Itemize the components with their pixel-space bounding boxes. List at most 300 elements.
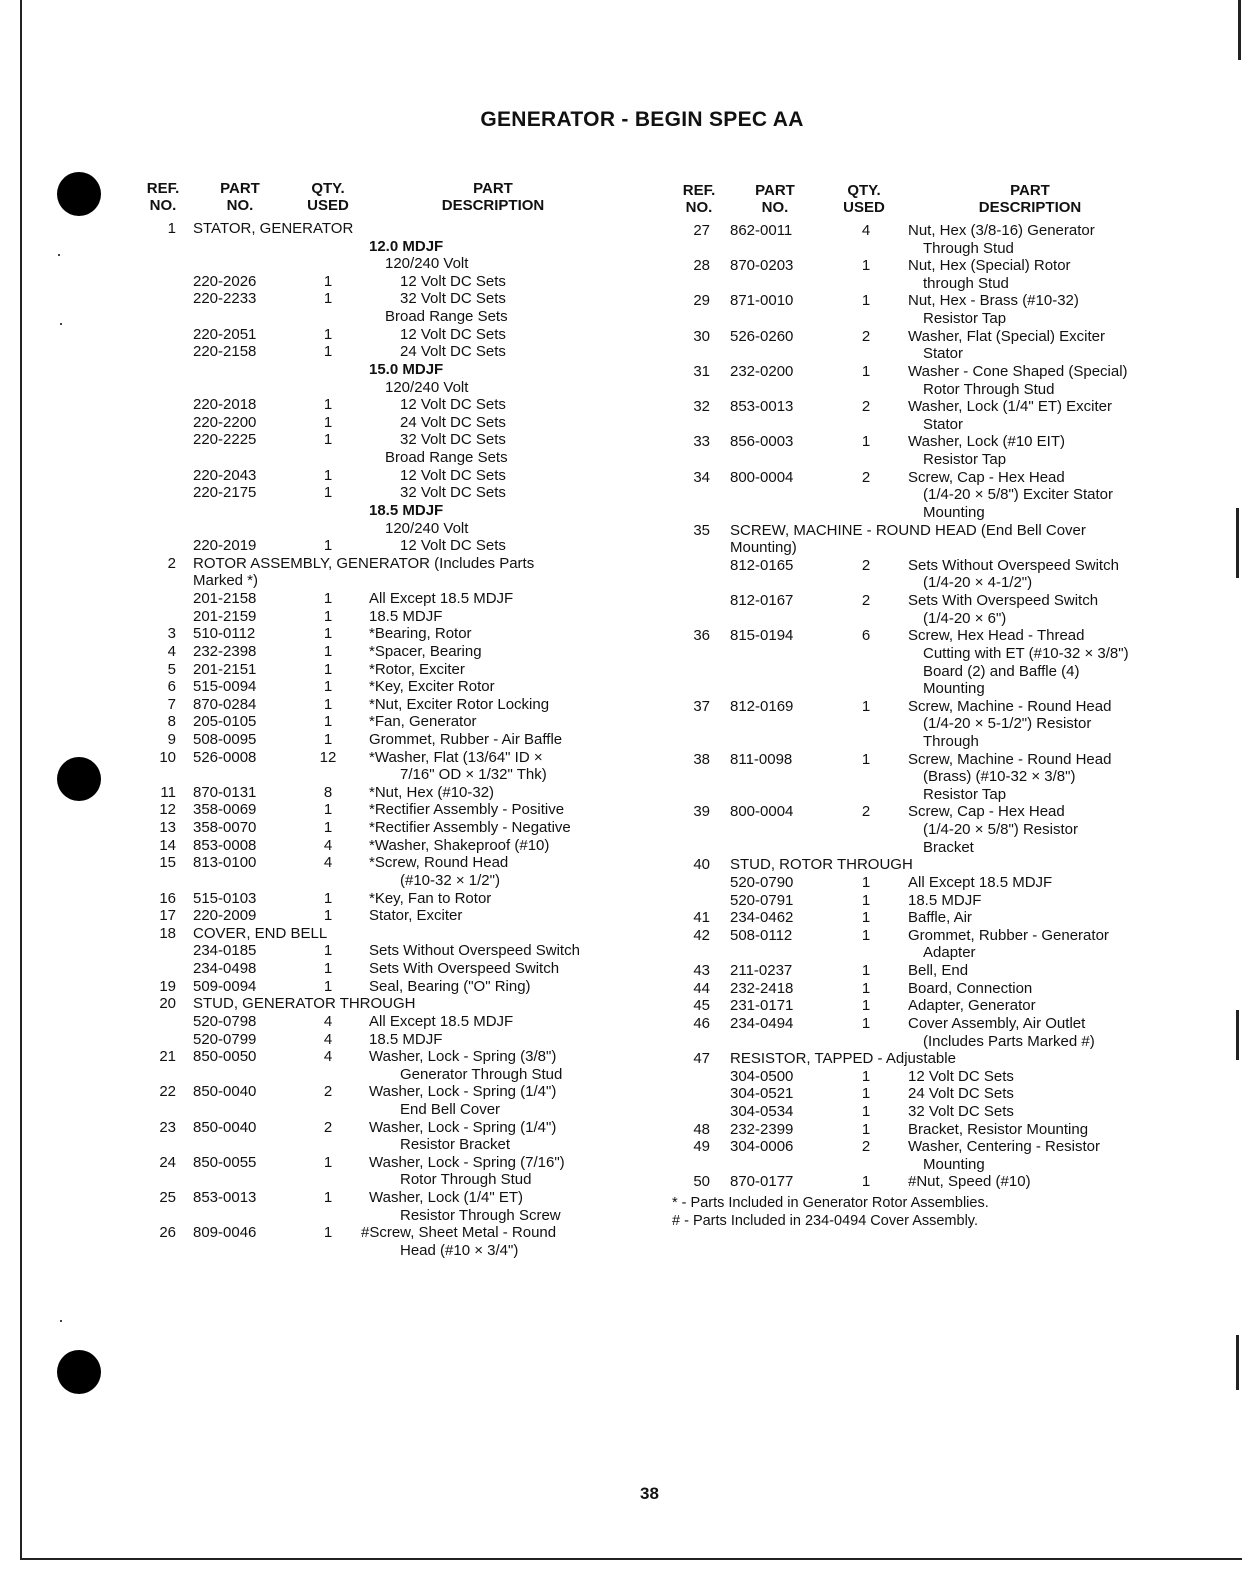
parts-row: [672, 433, 1172, 451]
part-description: *Key, Exciter Rotor: [369, 678, 495, 696]
part-number: 850-0040: [193, 1083, 257, 1101]
quantity: 1: [861, 873, 871, 891]
parts-row: [140, 379, 620, 397]
part-description: Adapter: [923, 944, 976, 962]
part-description: Mounting: [923, 503, 985, 521]
part-description: Nut, Hex - Brass (#10-32): [908, 292, 1079, 310]
part-number: 526-0008: [193, 748, 257, 766]
page-number: 38: [640, 1484, 659, 1503]
ref-number: 32: [693, 398, 710, 416]
header-ref: [676, 182, 722, 216]
part-number: 201-2158: [193, 590, 257, 608]
ref-number: 9: [167, 730, 176, 748]
parts-row: [672, 275, 1172, 293]
part-number: 520-0791: [730, 891, 794, 909]
ref-number: 35: [693, 521, 710, 539]
part-description: 120/240 Volt: [385, 519, 469, 537]
ref-number: 18: [159, 924, 176, 942]
part-description: Resistor Bracket: [400, 1136, 511, 1154]
quantity: 1: [861, 1120, 871, 1138]
part-number: 815-0194: [730, 627, 794, 645]
quantity: 1: [861, 1173, 871, 1191]
quantity: 4: [323, 854, 333, 872]
part-description: (1/4-20 × 5/8") Exciter Stator: [923, 486, 1113, 504]
part-number: 870-0131: [193, 783, 257, 801]
parts-row: [140, 555, 620, 573]
parts-row: [672, 257, 1172, 275]
ref-number: 28: [693, 257, 710, 275]
parts-row: [672, 574, 1172, 592]
ref-number: 43: [693, 962, 710, 980]
part-number: 853-0013: [730, 398, 794, 416]
header-part-no: [740, 182, 810, 216]
quantity: 1: [323, 819, 333, 837]
part-description: Stator: [923, 415, 964, 433]
quantity: 2: [861, 803, 871, 821]
ref-number: 22: [159, 1083, 176, 1101]
quantity: 1: [323, 660, 333, 678]
page-border-bottom: [20, 1558, 1242, 1560]
parts-row: [672, 997, 1172, 1015]
quantity: 4: [861, 222, 871, 239]
parts-row: [140, 766, 620, 784]
part-description: Nut, Hex (3/8-16) Generator: [908, 222, 1095, 239]
quantity: 2: [861, 592, 871, 610]
ref-number: 46: [693, 1014, 710, 1032]
parts-row: [672, 1121, 1172, 1139]
part-description: 18.5 MDJF: [908, 891, 982, 909]
header-ref-line1: REF.: [682, 182, 716, 199]
part-description: 32 Volt DC Sets: [400, 484, 506, 502]
quantity: 1: [323, 607, 333, 625]
part-number: 520-0798: [193, 1012, 257, 1030]
quantity: 6: [861, 627, 871, 645]
quantity: 1: [323, 343, 333, 361]
quantity: 1: [323, 1153, 333, 1171]
ref-number: 23: [159, 1118, 176, 1136]
quantity: 2: [861, 327, 871, 345]
parts-row: [672, 839, 1172, 857]
header-part-line1: PART: [220, 180, 260, 197]
part-description: All Except 18.5 MDJF: [369, 590, 514, 608]
part-description: *Rotor, Exciter: [369, 660, 465, 678]
header-qty-line2: USED: [843, 199, 885, 216]
part-description: Washer, Flat (Special) Exciter: [908, 327, 1105, 345]
part-description: 12 Volt DC Sets: [400, 272, 506, 290]
ref-number: 11: [160, 783, 176, 801]
header-ref-line2: NO.: [685, 199, 713, 216]
part-description: (Includes Parts Marked #): [923, 1032, 1095, 1050]
part-description: Rotor Through Stud: [400, 1171, 532, 1189]
part-number: 232-2418: [730, 979, 794, 997]
parts-row: [672, 539, 1172, 557]
part-description: Screw, Cap - Hex Head: [908, 468, 1065, 486]
group-heading: RESISTOR, TAPPED - Adjustable: [730, 1050, 956, 1068]
part-number: 304-0500: [730, 1067, 794, 1085]
group-heading: SCREW, MACHINE - ROUND HEAD (End Bell Cover: [730, 521, 1086, 539]
parts-row: [672, 381, 1172, 399]
parts-row: [140, 713, 620, 731]
part-description: 18.5 MDJF: [369, 607, 443, 625]
part-description: Through: [923, 732, 979, 750]
ref-number: 49: [693, 1138, 710, 1156]
parts-row: [140, 1171, 620, 1189]
part-number: 220-2051: [193, 325, 257, 343]
part-number: 853-0008: [193, 836, 257, 854]
group-heading: Mounting): [730, 539, 797, 557]
parts-row: [672, 469, 1172, 487]
parts-row: [672, 1103, 1172, 1121]
part-number: 220-2019: [193, 537, 257, 555]
parts-row: [140, 1031, 620, 1049]
parts-row: [140, 537, 620, 555]
part-description: Resistor Tap: [923, 310, 1007, 328]
quantity: 8: [323, 783, 333, 801]
quantity: 1: [861, 891, 871, 909]
footnote-asterisk: * - Parts Included in Generator Rotor Assemblies.: [672, 1195, 989, 1211]
parts-row: [140, 661, 620, 679]
part-description: #Nut, Speed (#10): [908, 1173, 1031, 1191]
parts-row: [140, 484, 620, 502]
parts-row: [672, 610, 1172, 628]
parts-row: [672, 1050, 1172, 1068]
part-description: *Nut, Hex (#10-32): [369, 783, 495, 801]
parts-row: [672, 416, 1172, 434]
parts-row: [672, 821, 1172, 839]
parts-row: [140, 925, 620, 943]
parts-row: [672, 522, 1172, 540]
parts-row: [140, 749, 620, 767]
part-number: 813-0100: [193, 854, 257, 872]
part-description: (Brass) (#10-32 × 3/8"): [923, 768, 1076, 786]
part-number: 234-0498: [193, 960, 257, 978]
parts-row: [140, 819, 620, 837]
part-number: 234-0185: [193, 942, 257, 960]
parts-row: [672, 310, 1172, 328]
quantity: 4: [323, 836, 333, 854]
part-number: 220-2225: [193, 431, 257, 449]
parts-row: [672, 222, 1172, 240]
ref-number: 37: [693, 697, 710, 715]
part-description: Seal, Bearing ("O" Ring): [369, 977, 531, 995]
scan-mark: [1236, 1335, 1239, 1390]
ref-number: 17: [159, 907, 176, 925]
quantity: 2: [323, 1083, 333, 1101]
part-description: 12 Volt DC Sets: [400, 466, 506, 484]
part-number: 231-0171: [730, 997, 794, 1015]
part-number: 220-2158: [193, 343, 257, 361]
footnote-hash: # - Parts Included in 234-0494 Cover Assembly.: [672, 1213, 979, 1229]
quantity: 1: [323, 678, 333, 696]
part-description: Board, Connection: [908, 979, 1033, 997]
scan-mark: [1236, 1010, 1239, 1060]
part-number: 201-2159: [193, 607, 257, 625]
quantity: 4: [323, 1048, 333, 1066]
part-number: 234-0494: [730, 1014, 794, 1032]
ref-number: 38: [693, 750, 710, 768]
part-description: *Nut, Exciter Rotor Locking: [369, 695, 550, 713]
parts-row: [140, 942, 620, 960]
part-description: 18.5 MDJF: [369, 1030, 443, 1048]
part-description: (1/4-20 × 5/8") Resistor: [923, 821, 1078, 839]
ref-number: 41: [693, 909, 710, 927]
parts-row: [140, 854, 620, 872]
parts-row: [140, 1083, 620, 1101]
quantity: 1: [323, 413, 333, 431]
part-number: 304-0521: [730, 1085, 794, 1103]
part-description: 32 Volt DC Sets: [908, 1103, 1014, 1120]
quantity: 1: [861, 750, 871, 768]
scan-speck: [60, 1320, 62, 1322]
ref-number: 25: [159, 1189, 176, 1207]
part-description: Washer, Lock (#10 EIT): [908, 433, 1066, 451]
part-number: 526-0260: [730, 327, 794, 345]
ref-number: 15: [159, 854, 176, 872]
part-description: Screw, Cap - Hex Head: [908, 803, 1065, 821]
header-qty-line2: USED: [307, 197, 349, 214]
parts-row: [140, 960, 620, 978]
part-description: 7/16" OD × 1/32" Thk): [400, 766, 547, 784]
parts-row: [672, 663, 1172, 681]
ref-number: 31: [693, 362, 710, 380]
part-description: End Bell Cover: [400, 1101, 501, 1118]
part-description: Bracket, Resistor Mounting: [908, 1120, 1089, 1138]
group-heading: COVER, END BELL: [193, 924, 328, 942]
quantity: 1: [323, 625, 333, 643]
part-description: 24 Volt DC Sets: [400, 343, 506, 361]
parts-row: [140, 784, 620, 802]
part-description: Mounting: [923, 680, 985, 698]
parts-row: [140, 1189, 620, 1207]
part-description: *Fan, Generator: [369, 713, 477, 731]
parts-row: [672, 680, 1172, 698]
ref-number: 29: [693, 292, 710, 310]
part-description: Cover Assembly, Air Outlet: [908, 1014, 1086, 1032]
part-number: 358-0069: [193, 801, 257, 819]
parts-row: [140, 290, 620, 308]
part-number: 205-0105: [193, 713, 257, 731]
parts-row: [672, 1156, 1172, 1174]
part-description: *Key, Fan to Rotor: [369, 889, 492, 907]
parts-row: [672, 1173, 1172, 1191]
ref-number: 19: [159, 977, 176, 995]
ref-number: 24: [159, 1153, 176, 1171]
header-ref-line2: NO.: [149, 197, 177, 214]
ref-number: 36: [693, 627, 710, 645]
parts-row: [140, 1101, 620, 1119]
ref-number: 20: [159, 995, 176, 1013]
part-description: Broad Range Sets: [385, 308, 508, 326]
part-description: Through Stud: [923, 239, 1014, 257]
part-description: Adapter, Generator: [908, 997, 1036, 1015]
part-number: 870-0284: [193, 695, 257, 713]
part-description: 120/240 Volt: [385, 378, 469, 396]
quantity: 1: [323, 960, 333, 978]
ref-number: 13: [159, 819, 176, 837]
quantity: 1: [323, 977, 333, 995]
parts-row: [140, 1154, 620, 1172]
parts-row: [672, 1068, 1172, 1086]
parts-row: [140, 502, 620, 520]
ref-number: 48: [693, 1120, 710, 1138]
part-number: 809-0046: [193, 1224, 257, 1242]
parts-row: [672, 1085, 1172, 1103]
header-desc-line1: PART: [1010, 182, 1050, 199]
quantity: 4: [323, 1030, 333, 1048]
ref-number: 7: [167, 695, 176, 713]
parts-row: [672, 733, 1172, 751]
part-number: 856-0003: [730, 433, 794, 451]
ref-number: 4: [167, 642, 176, 660]
parts-row: [672, 874, 1172, 892]
part-number: 211-0237: [730, 962, 793, 980]
ref-number: 16: [159, 889, 176, 907]
ref-number: 27: [693, 222, 710, 239]
quantity: 1: [323, 272, 333, 290]
ref-number: 30: [693, 327, 710, 345]
part-number: 358-0070: [193, 819, 257, 837]
part-number: 850-0050: [193, 1048, 257, 1066]
parts-row: [140, 414, 620, 432]
part-description: Washer, Centering - Resistor: [908, 1138, 1101, 1156]
part-number: 220-2018: [193, 396, 257, 414]
part-description: (1/4-20 × 6"): [923, 609, 1007, 627]
part-description: Bell, End: [908, 962, 969, 980]
quantity: 4: [323, 1012, 333, 1030]
ref-number: 42: [693, 926, 710, 944]
scan-speck: [58, 254, 60, 256]
parts-row: [672, 856, 1172, 874]
part-description: Board (2) and Baffle (4): [923, 662, 1080, 680]
parts-row: [140, 238, 620, 256]
part-description: Resistor Tap: [923, 451, 1007, 469]
quantity: 1: [323, 695, 333, 713]
parts-row: [140, 890, 620, 908]
parts-row: [140, 995, 620, 1013]
quantity: 1: [861, 962, 871, 980]
header-part-line2: NO.: [761, 199, 789, 216]
parts-row: [672, 715, 1172, 733]
part-number: 515-0094: [193, 678, 257, 696]
quantity: 1: [861, 997, 871, 1015]
part-number: 510-0112: [193, 625, 256, 643]
parts-row: [140, 907, 620, 925]
parts-row: [672, 803, 1172, 821]
parts-row: [672, 328, 1172, 346]
header-desc-line2: DESCRIPTION: [978, 199, 1082, 216]
scan-speck: [60, 323, 62, 325]
quantity: 1: [323, 713, 333, 731]
ref-number: 5: [167, 660, 176, 678]
part-number: 853-0013: [193, 1189, 257, 1207]
ref-number: 1: [167, 220, 176, 237]
part-description: *Spacer, Bearing: [369, 642, 482, 660]
parts-row: [672, 557, 1172, 575]
quantity: 1: [323, 290, 333, 308]
part-description: Resistor Tap: [923, 785, 1007, 803]
parts-row: [672, 645, 1172, 663]
quantity: 2: [861, 1138, 871, 1156]
page-title: GENERATOR - BEGIN SPEC AA: [480, 108, 804, 131]
part-description: 32 Volt DC Sets: [400, 431, 506, 449]
part-description: Screw, Machine - Round Head: [908, 697, 1112, 715]
part-description: Rotor Through Stud: [923, 380, 1055, 398]
parts-row: [672, 451, 1172, 469]
part-description: 12.0 MDJF: [369, 237, 444, 255]
part-description: Screw, Machine - Round Head: [908, 750, 1112, 768]
parts-row: [140, 449, 620, 467]
quantity: 1: [861, 1014, 871, 1032]
part-description: Sets Without Overspeed Switch: [908, 556, 1119, 574]
part-description: 24 Volt DC Sets: [908, 1085, 1014, 1103]
quantity: 1: [323, 590, 333, 608]
part-description: *Screw, Round Head: [369, 854, 509, 872]
part-description: *Washer, Shakeproof (#10): [369, 836, 550, 854]
parts-row: [672, 962, 1172, 980]
header-qty-line1: QTY.: [311, 180, 345, 197]
binder-hole-top: [57, 172, 101, 216]
part-description: 12 Volt DC Sets: [400, 537, 506, 555]
part-description: All Except 18.5 MDJF: [369, 1012, 514, 1030]
quantity: 1: [323, 642, 333, 660]
parts-row: [672, 345, 1172, 363]
parts-row: [672, 363, 1172, 381]
part-description: Washer - Cone Shaped (Special): [908, 362, 1128, 380]
part-description: (1/4-20 × 4-1/2"): [923, 574, 1033, 592]
part-description: (#10-32 × 1/2"): [400, 871, 500, 889]
parts-row: [672, 292, 1172, 310]
ref-number: 6: [167, 678, 176, 696]
parts-row: [140, 308, 620, 326]
ref-number: 33: [693, 433, 710, 451]
parts-row: [140, 801, 620, 819]
parts-row: [140, 255, 620, 273]
part-description: All Except 18.5 MDJF: [908, 873, 1053, 891]
quantity: 1: [323, 907, 333, 925]
part-description: 12 Volt DC Sets: [400, 325, 506, 343]
ref-number: 50: [693, 1173, 710, 1191]
part-description: Head (#10 × 3/4"): [400, 1241, 519, 1259]
page-border-left: [20, 0, 22, 1560]
ref-number: 44: [693, 979, 710, 997]
parts-row: [672, 1015, 1172, 1033]
parts-row: [140, 678, 620, 696]
quantity: 1: [861, 362, 871, 380]
header-desc-line1: PART: [473, 180, 513, 197]
part-description: 15.0 MDJF: [369, 360, 444, 378]
part-description: Stator, Exciter: [369, 907, 463, 925]
quantity: 1: [323, 466, 333, 484]
part-number: 232-0200: [730, 362, 794, 380]
header-description: [950, 182, 1110, 216]
part-number: 508-0112: [730, 926, 793, 944]
part-number: 520-0790: [730, 873, 794, 891]
quantity: 2: [323, 1118, 333, 1136]
part-description: Broad Range Sets: [385, 449, 508, 467]
quantity: 12: [319, 748, 337, 766]
header-qty: [834, 182, 894, 216]
parts-row: [672, 592, 1172, 610]
ref-number: 2: [167, 554, 176, 572]
parts-row: [672, 751, 1172, 769]
page-border-right: [1238, 0, 1241, 60]
parts-row: [672, 486, 1172, 504]
part-description: Nut, Hex (Special) Rotor: [908, 257, 1071, 275]
binder-hole-middle: [57, 757, 101, 801]
quantity: 1: [323, 1189, 333, 1207]
part-description: Baffle, Air: [908, 909, 972, 927]
part-number: 812-0165: [730, 556, 794, 574]
